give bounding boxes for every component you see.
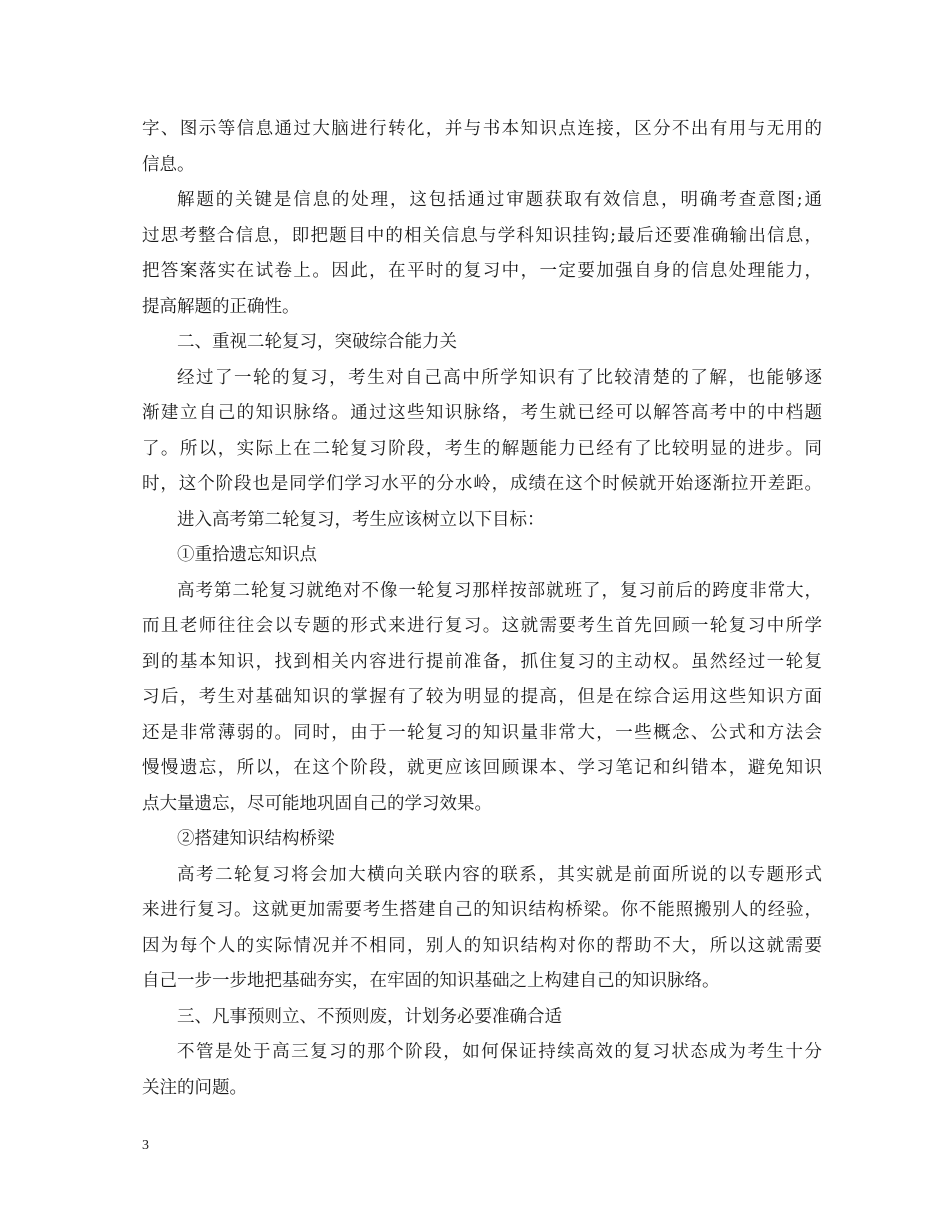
text-line: 时，这个阶段也是同学们学习水平的分水岭，成绩在这个时候就开始逐渐拉开差距。 bbox=[142, 474, 822, 494]
text-line: 不管是处于高三复习的那个阶段，如何保证持续高效的复习状态成为考生十分 bbox=[177, 1042, 822, 1062]
subsection-heading: ②搭建知识结构桥梁 bbox=[177, 829, 335, 849]
text-line: 信息。 bbox=[142, 154, 195, 175]
text-line: 习后，考生对基础知识的掌握有了较为明显的提高，但是在综合运用这些知识方面 bbox=[142, 687, 822, 707]
text-line: 渐建立自己的知识脉络。通过这些知识脉络，考生就已经可以解答高考中的中档题 bbox=[142, 403, 822, 423]
text-line: 因为每个人的实际情况并不相同，别人的知识结构对你的帮助不大，所以这就需要 bbox=[142, 935, 822, 956]
text-line: 过思考整合信息，即把题目中的相关信息与学科知识挂钩;最后还要准确输出信息， bbox=[142, 225, 822, 246]
text-line: 经过了一轮的复习，考生对自己高中所学知识有了比较清楚的了解，也能够逐 bbox=[177, 367, 822, 388]
text-line: 了。所以，实际上在二轮复习阶段，考生的解题能力已经有了比较明显的进步。同 bbox=[142, 438, 822, 459]
text-line: 慢慢遗忘，所以，在这个阶段，就更应该回顾课本、学习笔记和纠错本，避免知识 bbox=[142, 758, 822, 778]
text-line: 来进行复习。这就更加需要考生搭建自己的知识结构桥梁。你不能照搬别人的经验， bbox=[142, 900, 822, 920]
text-line: 点大量遗忘，尽可能地巩固自己的学习效果。 bbox=[142, 793, 492, 814]
section-heading: 三、凡事预则立、不预则废，计划务必要准确合适 bbox=[177, 1006, 562, 1027]
text-line: 高考二轮复习将会加大横向关联内容的联系，其实就是前面所说的以专题形式 bbox=[177, 864, 822, 885]
text-line: 关注的问题。 bbox=[142, 1077, 247, 1098]
text-line: 高考第二轮复习就绝对不像一轮复习那样按部就班了，复习前后的跨度非常大， bbox=[177, 580, 822, 601]
text-line: 自己一步一步地把基础夯实，在牢固的知识基础之上构建自己的知识脉络。 bbox=[142, 971, 720, 991]
body-text bbox=[142, 112, 822, 1106]
text-line: 把答案落实在试卷上。因此，在平时的复习中，一定要加强自身的信息处理能力， bbox=[142, 261, 822, 281]
subsection-heading: ①重拾遗忘知识点 bbox=[177, 545, 317, 565]
text-line: 而且老师往往会以专题的形式来进行复习。这就需要考生首先回顾一轮复习中所学 bbox=[142, 616, 822, 636]
text-line: 进入高考第二轮复习，考生应该树立以下目标： bbox=[177, 509, 545, 530]
text-line: 到的基本知识，找到相关内容进行提前准备，抓住复习的主动权。虽然经过一轮复 bbox=[142, 651, 822, 672]
section-heading: 二、重视二轮复习，突破综合能力关 bbox=[177, 332, 457, 352]
text-line: 字、图示等信息通过大脑进行转化，并与书本知识点连接，区分不出有用与无用的 bbox=[142, 119, 822, 139]
text-line: 还是非常薄弱的。同时，由于一轮复习的知识量非常大，一些概念、公式和方法会 bbox=[142, 722, 822, 743]
text-line: 提高解题的正确性。 bbox=[142, 296, 300, 317]
page-number: 3 bbox=[142, 1138, 149, 1153]
text-line: 解题的关键是信息的处理，这包括通过审题获取有效信息，明确考查意图;通 bbox=[177, 190, 822, 210]
